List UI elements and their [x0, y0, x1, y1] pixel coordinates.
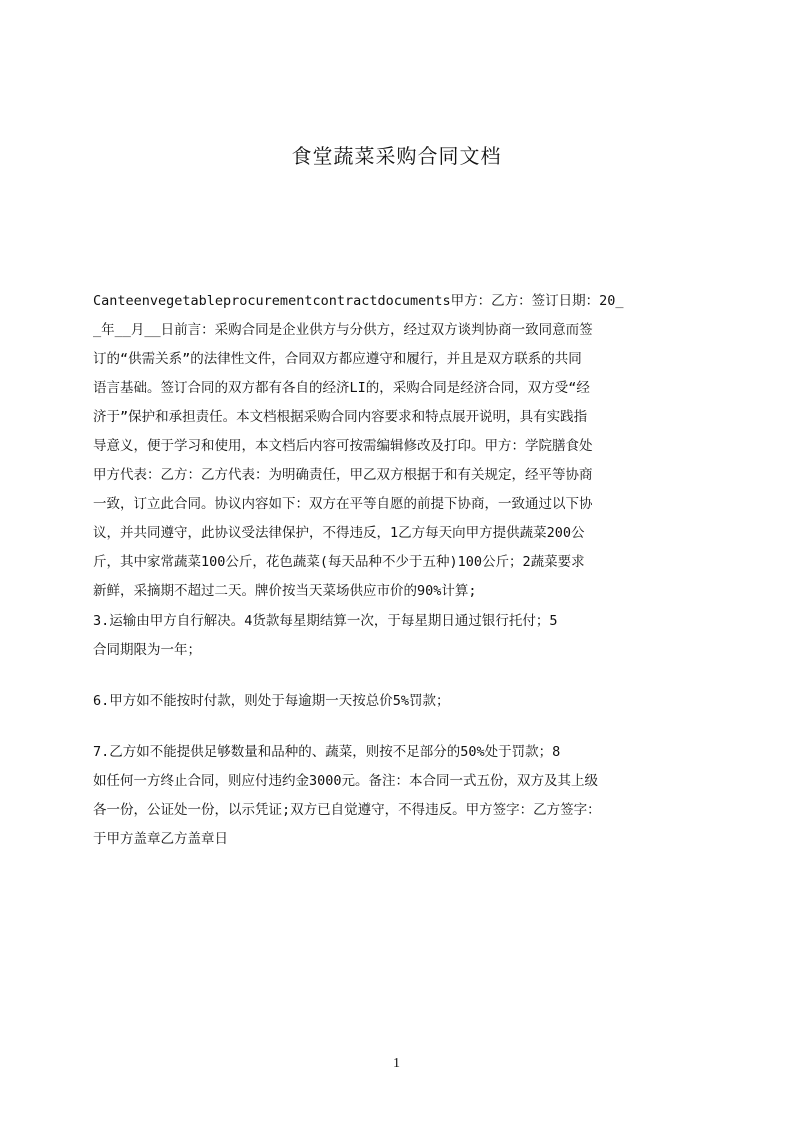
text-line: 7.乙方如不能提供足够数量和品种的、蔬菜，则按不足部分的50%处于罚款；8: [93, 744, 561, 760]
text-line: 甲方代表：乙方：乙方代表：为明确责任，甲乙双方根据于和有关规定，经平等协商: [93, 467, 593, 483]
text-line: 各一份，公证处一份，以示凭证;双方已自觉遵守，不得违反。甲方签字：乙方签字：: [93, 802, 601, 818]
paragraph-2: [93, 607, 698, 665]
text-line: _年__月__日前言：采购合同是企业供方与分供方，经过双方谈判协商一致同意而签: [93, 322, 593, 338]
text-line: Canteenvegetableprocurementcontractdocuments甲方：乙方：签订日期：20_: [93, 293, 624, 309]
text-line: 3.运输由甲方自行解决。4货款每星期结算一次，于每星期日通过银行托付；5: [93, 613, 558, 629]
text-line: 6.甲方如不能按时付款，则处于每逾期一天按总价5%罚款；: [93, 693, 450, 709]
text-line: 一致，订立此合同。协议内容如下：双方在平等自愿的前提下协商，一致通过以下协: [93, 496, 593, 512]
paragraph-4: [93, 738, 698, 854]
text-line: 语言基础。签订合同的双方都有各自的经济LI的，采购合同是经济合同，双方受“经: [93, 380, 590, 396]
document-title: 食堂蔬菜采购合同文档: [291, 144, 502, 168]
paragraph-3: [93, 687, 698, 716]
text-line: 如任何一方终止合同，则应付违约金3000元。备注：本合同一式五份，双方及其上级: [93, 773, 599, 789]
text-line: 导意义，便于学习和使用，本文档后内容可按需编辑修改及打印。甲方：学院膳食处: [93, 438, 593, 454]
page-number: 1: [393, 1056, 400, 1071]
text-line: 合同期限为一年；: [93, 642, 201, 658]
text-line: 议，并共同遵守，此协议受法律保护，不得违反，1乙方每天向甲方提供蔬菜200公: [93, 525, 585, 541]
text-line: 订的“供需关系”的法律性文件，合同双方都应遵守和履行，并且是双方联系的共同: [93, 351, 582, 367]
text-line: 新鲜，采摘期不超过二天。牌价按当天菜场供应市价的90%计算;: [93, 583, 477, 599]
text-line: 斤，其中家常蔬菜100公斤，花色蔬菜(每天品种不少于五种)100公斤；2蔬菜要求: [93, 554, 585, 570]
paragraph-1: [93, 287, 698, 606]
text-line: 于甲方盖章乙方盖章日: [93, 831, 228, 847]
text-line: 济于”保护和承担责任。本文档根据采购合同内容要求和特点展开说明，具有实践指: [93, 409, 588, 425]
